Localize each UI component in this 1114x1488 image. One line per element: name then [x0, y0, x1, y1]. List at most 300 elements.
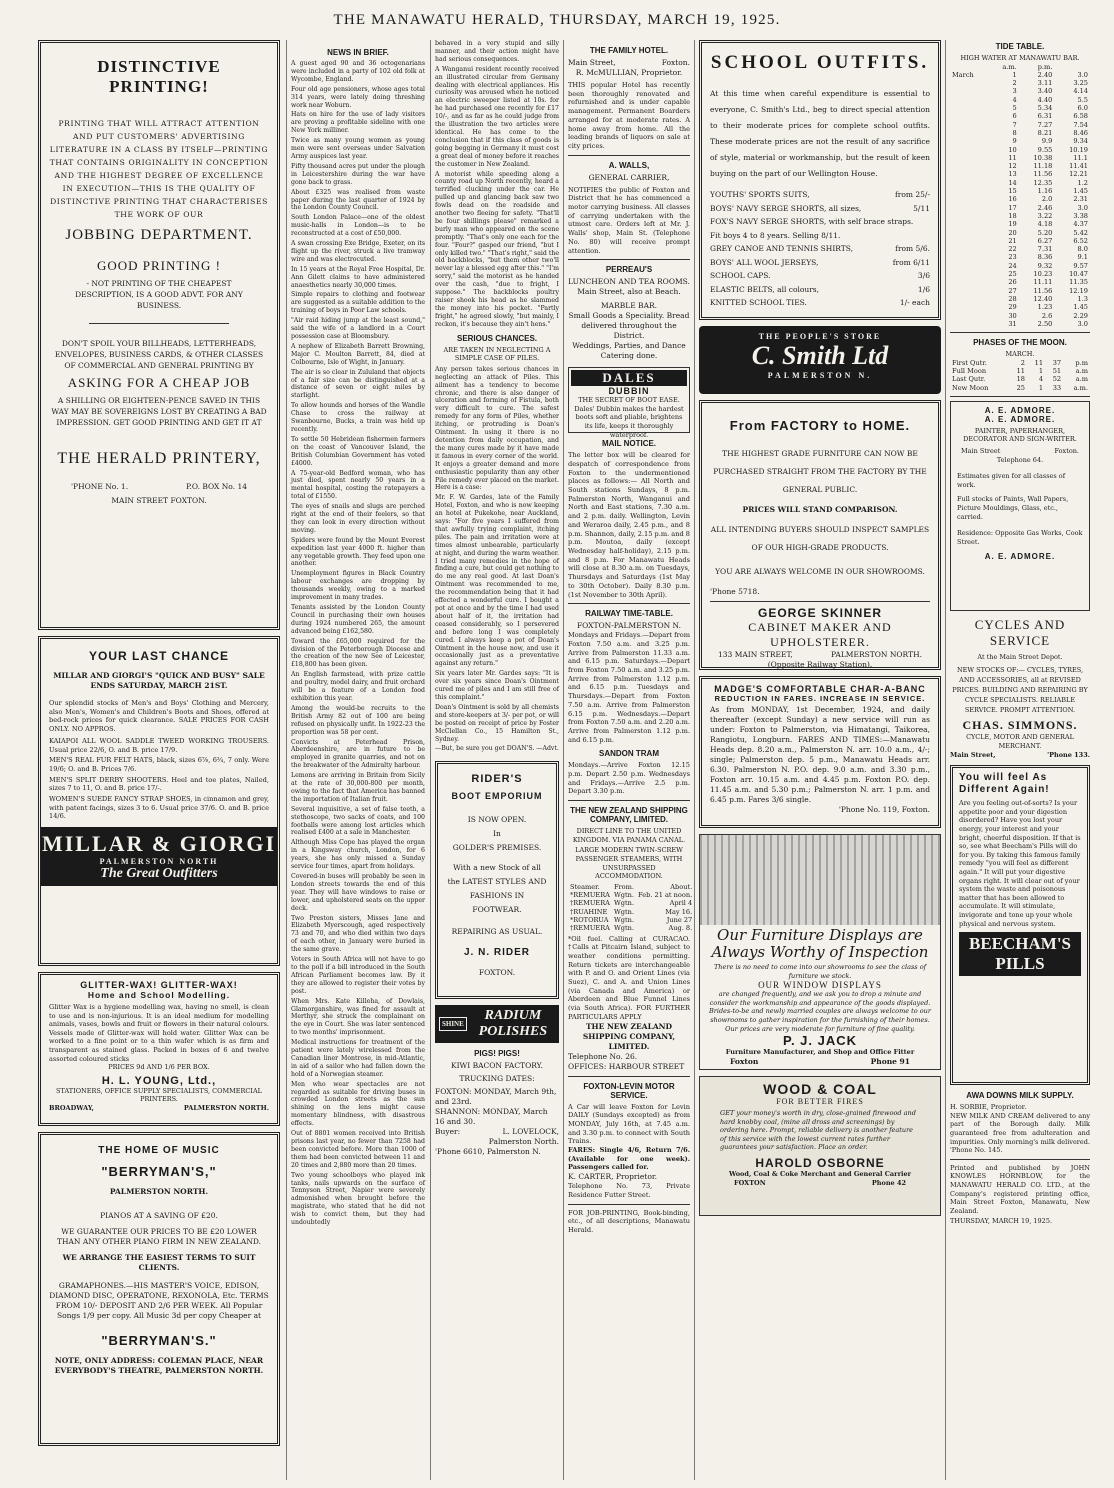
table-cell: 1	[1012, 70, 1017, 79]
job-printing-notice: FOR JOB-PRINTING, Book-binding, etc., of all descriptions, Manawatu Herald.	[568, 1208, 690, 1234]
table-cell: a.m.	[1073, 383, 1088, 392]
table-cell: 27	[1008, 286, 1017, 295]
table-row	[950, 71, 1090, 79]
table-row	[950, 96, 1090, 104]
table-cell: 1.45	[1073, 187, 1088, 196]
sale-item: MEN'S SPLIT DERBY SHOOTERS. Heel and toe plates, Nailed, sizes 7 to 11, O. and B. price 17/-.	[49, 775, 269, 793]
table-cell	[950, 204, 990, 212]
street-text: 133 MAIN STREET,	[718, 650, 793, 659]
ad-subtitle: Home and School Modelling.	[87, 990, 231, 1000]
section-heading: TIDE TABLE.	[995, 42, 1045, 51]
section-subheading: HIGH WATER AT MANAWATU BAR.	[960, 54, 1080, 62]
hotel-body: THIS popular Hotel has recently been thoroughly renovated and refurnished and is under capable management. Permanent Boarders arranged for at moderate rates. A home away from home. All the leading brands of liquors on sale at city prices.	[568, 81, 690, 150]
ad-note: (Opposite Railway Station).	[767, 660, 873, 669]
town-text: Foxton	[730, 1056, 759, 1066]
table-row	[950, 303, 1090, 311]
table-cell: 7.31	[1037, 245, 1053, 254]
ad-title: THE HOME OF MUSIC	[98, 1145, 220, 1156]
news-item: Although Miss Cope has played the organ in a Kingsway church, London, for 6 years, she has only missed a Sunday service four times, apart from holidays.	[291, 839, 425, 871]
table-cell: June 27	[666, 915, 693, 924]
table-cell	[950, 129, 990, 137]
ad-text: ALL INTENDING BUYERS SHOULD INSPECT SAMPLES OF OUR HIGH-GRADE PRODUCTS.	[710, 525, 930, 552]
news-item: Four old age pensioners, whose ages total 314 years, were lately doing threshing work near Woburn.	[291, 85, 425, 109]
table-cell: 3.0	[1077, 70, 1088, 79]
section-subheading: MARCH.	[1005, 350, 1035, 359]
ad-body: A Car will leave Foxton for Levin DAILY (Sundays excepted) as from MONDAY, July 16th, at 7.45 a.m. and 3.30 p.m. to connect with South Trains.	[568, 1102, 690, 1146]
radium-polishes-ad	[435, 1005, 559, 1043]
ad-title: CYCLES AND SERVICE	[974, 616, 1066, 648]
ad-trade: Furniture Manufacturer, and Shop and Office Fitter	[725, 1048, 915, 1057]
section-heading: RAILWAY TIME-TABLE.	[585, 609, 673, 619]
ad-title: WOOD & COAL	[763, 1081, 877, 1097]
table-row	[950, 179, 1090, 187]
ad-text: Estimates given for all classes of work.	[957, 472, 1066, 489]
table-cell	[950, 270, 990, 278]
last-chance-ad	[38, 636, 280, 966]
ad-title: GLITTER-WAX! GLITTER-WAX!	[80, 980, 238, 990]
table-cell: March	[952, 70, 974, 79]
item-price: 1/6	[917, 284, 930, 294]
news-item: Several inquisitive, a set of false teeth, a stethoscope, two sacks of coats, and 100 footballs were among lost articles which realised £400 at a sale in Manchester.	[291, 805, 425, 837]
column-3	[435, 40, 559, 1480]
table-cell: 9.1	[1077, 253, 1088, 262]
item-name: ELASTIC BELTS, all colours,	[710, 284, 820, 294]
radium-logo: RADIUM POLISHES	[478, 1008, 548, 1040]
table-cell: 12.35	[1033, 178, 1053, 187]
table-row	[950, 112, 1090, 120]
ad-body: THE HIGHEST GRADE FURNITURE CAN NOW BE PURCHASED STRAIGHT FROM THE FACTORY BY THE GENERAL PUBLIC.	[713, 449, 927, 494]
price-line	[710, 242, 930, 256]
table-row	[950, 195, 1090, 203]
news-item: Among the would-be recruits to the British Army 82 out of 100 are being refused on physically unfit. In 1922-23 the proportion was 58 per cent.	[291, 704, 425, 736]
table-cell	[950, 220, 990, 228]
ad-text: GRAMAPHONES.—HIS MASTER'S VOICE, EDISON, DIAMOND DISC, OPERATONE, REXONOLA, Etc. TERMS FROM 10/- DEPOSIT AND 2/6 PER WEEK. All Popular Songs 1/9 per copy. All Music 3d per copy Cheaper at	[49, 1281, 269, 1320]
beechams-ad	[950, 765, 1090, 1085]
ad-title: THE NEW ZEALAND SHIPPING COMPANY, LIMITED.	[570, 806, 688, 825]
table-cell: 9	[1012, 137, 1017, 146]
ad-text: DON'T SPOIL YOUR BILLHEADS, LETTERHEADS, ENVELOPES, BUSINESS CARDS, & OTHER CLASSES OF COMMERCIAL AND GENERAL PRINTING BY	[54, 339, 264, 370]
item-price: from 6/11	[892, 257, 930, 267]
news-item: Spiders were found by the Mount Everest expedition last year 4000 ft. higher than any vegetable growth. They feed upon one another.	[291, 536, 425, 568]
ad-subtitle: BOOT EMPORIUM	[451, 791, 543, 802]
ad-text: PRICES WILL STAND COMPARISON.	[742, 505, 898, 514]
table-cell	[950, 312, 990, 320]
ad-phone: 'Phone 5718.	[710, 587, 760, 596]
table-cell	[950, 104, 990, 112]
news-item: A motorist while speeding along a county road up North recently, heard a terrified clucking under the car. He pulled up and glancing back saw two fowls dead on the roadside and another two fleeing for safety. "That'll be four shillings please" remarked a burly man who appeared on the scene promptly. "That's only one each for the four. "Four?" gasped our friend, "but I only killed two." "That's right," said the old backblocks, "but them other two'll never lay a blessed egg after this." "I'm sorry," said the motorist as he handed over the cash, "due to fright, I suppose." The backblocks poultry raiser shook his head as he slammed the money into his pocket. "Partly fright," he agreed slowly, "but mainly, I reckon, it's because they ain't hens."	[435, 170, 559, 328]
ad-subtitle: LARGE MODERN TWIN-SCREW PASSENGER STEAMERS, WITH UNSURPASSED ACCOMMODATION.	[575, 846, 683, 881]
table-cell: 8	[1012, 128, 1017, 137]
column-rule	[945, 40, 946, 1480]
divider	[710, 601, 930, 602]
table-cell: 1	[1038, 383, 1044, 392]
ad-body: NEW MILK AND CREAM delivered to any part of the Borough daily. Milk guaranteed free from adulteration and impurities. Only morning's milk delivered. 'Phone No. 145.	[950, 1111, 1090, 1155]
column-header: a.m.	[1002, 62, 1017, 71]
table-cell: 25	[1008, 270, 1017, 279]
ad-title: AWA DOWNS MILK SUPPLY.	[966, 1091, 1074, 1101]
dales-logo: DALES	[571, 370, 687, 386]
dales-dubbin-ad	[568, 367, 690, 439]
table-cell: 2.40	[1037, 70, 1053, 79]
mail-body: The letter box will be cleared for despatch of correspondence from Foxton to the undermentioned places as follows:— All North and South stations Sundays, 8 p.m. Palmerston North, Wanganui and North and East stations, 7.30 a.m. and 2 p.m. daily. Wellington, Levin and Weraroa daily, 2.45 p.m., and 8 p.m. Shannon, daily, 2.15 p.m. and 8 p.m. Moutoa, daily (except Wednesday half-holiday), 2.15 p.m. and 8 p.m. For Manawatu Heads will close at 8.30 a.m. on Tuesdays, Thursdays and Saturdays (1st May to 30th October). Daily 8.30 p.m. (1st November to 30th April).	[568, 451, 690, 599]
table-cell: 3.25	[1073, 79, 1088, 88]
phone-text: Phone 42	[871, 1178, 906, 1187]
column-rule	[430, 40, 431, 1480]
table-cell: 1.2	[1077, 178, 1088, 187]
glitter-wax-ad	[38, 972, 280, 1126]
ad-firm: A. E. ADMORE.	[984, 414, 1056, 424]
news-item: Hats on hire for the use of lady visitors are proving a profitable sideline with one New York milliner.	[291, 111, 425, 135]
phone-text: Phone 91	[870, 1056, 910, 1066]
ad-trade: CABINET MAKER AND UPHOLSTERER.	[748, 620, 892, 649]
ad-title: A. WALLS,	[608, 160, 650, 170]
table-cell: 5.20	[1037, 228, 1053, 237]
ad-text: Residence: Opposite Gas Works, Cook Street.	[957, 529, 1083, 546]
logo-place: PALMERSTON N.	[767, 371, 873, 380]
article-para: Six years later Mr. Gardes says: "It is over six years since Doan's Ointment cured me of piles and I am still free of this complaint."	[435, 670, 559, 701]
table-cell	[950, 170, 990, 178]
ad-body: Our splendid stocks of Men's and Boys' Clothing and Mercery, also Men's, Women's and Children's Boots and Shoes, offered at bed-rock prices for quick clearance. SALE PRICES FOR CASH ONLY. NO APPROS.	[49, 699, 269, 734]
ad-owner: J. N. RIDER	[463, 947, 530, 959]
table-cell	[950, 154, 990, 162]
section-subheading: FOXTON-PALMERSTON N.	[576, 621, 682, 631]
imprint: Printed and published by JOHN KNOWLES HORNBLOW, for the MANAWATU HERALD CO. LTD., at the Company's registered printing office, Main Street Foxton, Manawatu, New Zealand.	[950, 1163, 1090, 1215]
column-6	[950, 40, 1090, 1480]
table-cell: 9.57	[1073, 261, 1088, 270]
ad-text: MARBLE BAR.	[600, 301, 658, 311]
table-cell: 30	[1008, 311, 1017, 320]
table-cell: 2.46	[1037, 203, 1053, 212]
cycles-ad	[950, 617, 1090, 759]
table-cell: †RUAHINE	[570, 907, 608, 916]
ad-heading: ASKING FOR A CHEAP JOB	[67, 375, 251, 390]
ad-title: PERREAU'S	[605, 265, 653, 275]
ad-subtitle: At the Main Street Depot.	[977, 652, 1063, 661]
item-name: BOYS' ALL WOOL JERSEYS,	[710, 257, 819, 267]
table-cell: *ROTORUA	[570, 915, 609, 924]
ad-subtitle: GENERAL CARRIER,	[588, 172, 670, 182]
table-cell: †REMUERA	[570, 899, 610, 908]
item-price: 3/6	[917, 271, 930, 280]
table-cell: 6.0	[1077, 104, 1088, 113]
news-item: South London Palace—one of the oldest music-halls in London—is to be reconstructed at a cost of £50,000.	[291, 214, 425, 238]
table-cell: 6.31	[1037, 112, 1053, 121]
ad-text: Small Goods a Speciality. Bread delivered throughout the District.	[568, 311, 690, 341]
table-cell: 9.9	[1041, 137, 1053, 146]
ad-heading: "BERRYMAN'S."	[101, 1333, 217, 1348]
news-item: Men who wear spectacles are not regarded as suitable for driving buses in crowded London streets as the sun shining on the lens might cause momentary blindness, with disastrous effects.	[291, 1080, 425, 1128]
logo-tagline: The Great Outfitters	[100, 866, 218, 882]
ad-subtitle: FOR BETTER FIRES	[776, 1097, 864, 1106]
table-row	[950, 146, 1090, 154]
table-cell	[950, 303, 990, 311]
table-cell	[950, 137, 990, 145]
news-item: Covered-in buses will probably be seen in London streets towards the end of this year. They will have windows to raise or lower, and upholstered seats on the upper deck.	[291, 873, 425, 912]
item-name: FOX'S NAVY SERGE SHORTS, with self brace straps.	[710, 217, 914, 226]
ship-telephone: Telephone No. 26.	[568, 1051, 638, 1061]
divider	[568, 1076, 690, 1077]
ad-text: LUNCHEON AND TEA ROOMS.	[568, 277, 690, 287]
po-box-text: P.O. BOX No. 14	[185, 482, 247, 491]
buyer-name: L. LOVELOCK,	[502, 1127, 559, 1137]
sale-items	[49, 737, 269, 821]
town-text: PALMERSTON NORTH.	[831, 650, 922, 659]
divider	[568, 800, 690, 801]
table-cell: *REMUERA	[570, 891, 610, 900]
phone-text: 'Phone 133.	[1047, 750, 1090, 759]
ad-text: In	[493, 829, 501, 839]
ad-firm: GEORGE SKINNER	[757, 606, 882, 620]
table-row	[950, 262, 1090, 270]
table-cell: 11.41	[1069, 162, 1088, 171]
item-price: 1/- each	[899, 298, 930, 307]
table-cell: 3	[1012, 87, 1017, 96]
ad-phone: 'Phone No. 119, Foxton.	[838, 805, 930, 814]
column-header: From.	[613, 882, 634, 891]
news-item: The eyes of snails and slugs are perched right at the end of their feelers, so that they can look in every direction without moving.	[291, 503, 425, 534]
news-item: The air is so clear in Zululand that objects of a fair size can be distinguished at a distance of seven or eight miles by starlight.	[291, 368, 425, 400]
table-cell: 1.16	[1037, 187, 1053, 196]
ad-contact	[710, 1179, 930, 1188]
ad-trade: PAINTER, PAPERHANGER, DECORATOR AND SIGN-WRITER.	[963, 426, 1077, 444]
table-cell	[950, 245, 990, 253]
news-item: In 15 years at the Royal Free Hospital, Dr. Ann Gilett claims to have administered anaesthetics nearly 30,000 times.	[291, 265, 425, 289]
table-row	[950, 367, 1090, 375]
logo-top: THE PEOPLE'S STORE	[758, 332, 882, 341]
table-cell: 8.46	[1073, 128, 1088, 137]
column-header: About.	[670, 882, 693, 891]
ad-title: YOUR LAST CHANCE	[88, 649, 229, 663]
table-cell: Wgtn.	[613, 899, 634, 908]
firm-name: H. L. YOUNG, Ltd.,	[101, 1074, 217, 1087]
table-cell: 7	[1012, 120, 1017, 129]
news-item: Lemons are arriving in Britain from Sicily at the rate of 30,000-800 per month, owing to the fact that America has banned the importation of Italian fruit.	[291, 772, 425, 803]
town-text: FOXTON	[734, 1178, 766, 1187]
ad-body: NOTIFIES the public of Foxton and District that he has commenced a motor carrying business. All classes of carrying undertaken with the utmost care. Orders left at Mr. J. Walls' shop, Main St. (Telephone No. 80) will receive prompt attention.	[568, 185, 690, 255]
ad-address	[710, 650, 930, 660]
ad-prices: PRICES 9d AND 1/6 PER BOX.	[108, 1063, 210, 1072]
column-1	[38, 40, 280, 1480]
table-cell	[950, 212, 990, 220]
table-cell	[950, 187, 990, 195]
ad-subtitle: KIWI BACON FACTORY.	[450, 1061, 544, 1071]
table-row	[568, 916, 694, 924]
ad-trade: CYCLE, MOTOR AND GENERAL MERCHANT.	[966, 733, 1074, 751]
table-cell: 51	[1052, 366, 1062, 375]
news-item: Toward the £65,000 required for the division of the Peterborough Diocese and the creation of the new See of Leicester, £18,800 has been given.	[291, 637, 425, 669]
table-cell: 18	[1016, 375, 1025, 384]
table-cell: 7.54	[1073, 120, 1088, 129]
masthead-title: THE MANAWATU HERALD, THURSDAY, MARCH 19, 1925.	[333, 12, 781, 28]
ad-heading: "BERRYMAN'S,"	[101, 1164, 217, 1179]
section-heading: MAIL NOTICE.	[601, 439, 657, 449]
ad-text: GOLDER'S PREMISES.	[452, 843, 542, 853]
column-header: p.m.	[1037, 62, 1053, 71]
table-row	[950, 129, 1090, 137]
ad-subtitle: JOBBING DEPARTMENT.	[65, 227, 253, 243]
table-cell: 24	[1008, 261, 1017, 270]
furniture-illustration	[700, 835, 940, 925]
table-row	[950, 253, 1090, 261]
ad-text: PIANOS AT A SAVING OF £20.	[100, 1211, 218, 1220]
ad-body: PRINTING THAT WILL ATTRACT ATTENTION AND PUT CUSTOMERS' ADVERTISING LITERATURE IN A CLASS BY ITSELF—PRINTING THAT CONTAINS ORIGINALITY IN CONCEPTION AND THE HIGHEST DEGREE OF EXCELLENCE IN EXECUTION—THIS IS THE QUALITY OF DISTINCTIVE PRINTING THAT CHARACTERISES THE WORK OF OUR	[49, 119, 269, 219]
ad-subtitle: ENDS SATURDAY, MARCH 21ST.	[90, 681, 228, 690]
school-outfits-ad	[699, 40, 941, 320]
ad-body: Are you feeling out-of-sorts? Is your appetite poor and your digestion disordered? Have you lost your energy, your interest and your bright, cheerful disposition. If that is so, see what Beecham's Pills will do for you. By taking this famous family remedy "you will feel as different again." It will put your digestive organs right. It will clear out of your system the waste and poisonous matter that has been allowed to accumulate. It will stimulate, invigorate and tone up your whole physical and nervous system.	[959, 799, 1081, 928]
table-cell	[950, 229, 990, 237]
ad-text: YOU ARE ALWAYS WELCOME IN OUR SHOWROOMS.	[715, 567, 925, 576]
column-rule	[286, 40, 287, 1480]
table-row	[950, 220, 1090, 228]
ad-fares: FARES: Single 4/6, Return 7/6. (Available for one week). Passengers called for.	[568, 1146, 690, 1172]
table-row	[950, 87, 1090, 95]
berrymans-ad	[38, 1132, 280, 1446]
news-item: Voters in South Africa will not have to go to the poll if a bill introduced in the South African Parliament becomes law. By it they are allowed to register their votes by post.	[291, 956, 425, 995]
p-j-jack-ad	[699, 834, 941, 1070]
ad-address	[957, 447, 1083, 456]
section-heading: SERIOUS CHANCES.	[456, 333, 537, 343]
table-cell: 10.23	[1033, 270, 1053, 279]
pigs-ad	[435, 1049, 559, 1157]
news-item: Convicts at Peterhead Prison, Aberdeenshire, are in future to be employed in granite quarries, and not on the breakwater of the Admiralty harbour.	[291, 738, 425, 770]
table-cell: 20	[1008, 228, 1017, 237]
ad-text: TRUCKING DATES:	[459, 1074, 535, 1084]
table-cell: 10.47	[1069, 270, 1088, 279]
town-text: Foxton.	[661, 58, 690, 67]
table-cell: 12	[1008, 162, 1017, 171]
ad-title: THE FAMILY HOTEL.	[589, 46, 669, 55]
ship-table	[568, 883, 694, 933]
firm-address	[49, 1104, 269, 1113]
table-row	[950, 237, 1090, 245]
section-heading: PHASES OF THE MOON.	[973, 338, 1067, 348]
table-cell: 3.22	[1037, 211, 1053, 220]
ship-note: *Oil fuel. Calling at CURACAO. †Calls at Pitcairn Island, subject to weather conditions permitting. Return tickets are interchangeable with P. and O. and Orient Lines (via Suez), C. and A. and Union Lines (via Canada and America) or Aberdeen and Blue Funnel Lines (via South Africa). FOR FURTHER PARTICULARS APPLY	[568, 934, 690, 1021]
ad-subtitle: MILLAR AND GIORGI'S "QUICK AND BUSY" SALE	[53, 671, 265, 680]
item-price: from 25/-	[895, 190, 930, 199]
table-cell: 11.18	[1033, 162, 1053, 171]
table-cell: 11	[1016, 366, 1025, 375]
table-cell: Last Qutr.	[952, 375, 986, 384]
table-row	[568, 924, 694, 932]
ad-phone: Telephone 64.	[996, 455, 1044, 464]
column-header: Steamer.	[570, 882, 600, 891]
divider	[950, 332, 1090, 333]
table-cell: 10.19	[1069, 145, 1088, 154]
news-in-brief	[291, 60, 425, 1227]
table-cell: First Qutr.	[952, 358, 987, 367]
ad-firm: A. E. ADMORE.	[984, 405, 1056, 415]
buyer-label: Buyer:	[435, 1127, 461, 1137]
table-cell	[950, 262, 990, 270]
table-cell: 26	[1008, 278, 1017, 287]
rail-body: Mondays and Fridays.—Depart from Foxton 7.50 a.m. and 3.25 p.m. Arrive from Palmerston 11.33 a.m. and 6.15 p.m. Saturdays.—Depart from Foxton 7.50 a.m. and 3.25 p.m. Arrive from Palmerston 1.12 p.m. and 6.15 p.m. Tuesdays and Thursdays.—Depart from Foxton 7.50 a.m. Arrive from Palmerston 6.15 p.m. Wednesdays.—Depart from Foxton 7.50 a.m. and 2.20 a.m. Arrive from Palmerston 1.12 p.m. and 6.15 p.m.	[568, 631, 690, 744]
wood-coal-ad	[699, 1076, 941, 1216]
column-rule	[563, 40, 564, 1480]
table-cell	[950, 287, 990, 295]
town-text: PALMERSTON NORTH.	[183, 1103, 269, 1112]
ad-text: REPAIRING AS USUAL.	[451, 927, 543, 937]
ad-body: Glitter Wax is a hygiene modelling wax, having no smell, is clean to use and is non-injurious. It is an ideal medium for modelling animals, vases, bowls and fruit or flowers in their natural colours. Vessels made of Glitter-wax will hold water. Glitter Wax can be worked to a fine point or to a thin wafer which is as firm and transparent as stained glass. Packed in boxes of 6 and twelve assorted coloured sticks	[49, 1003, 269, 1063]
price-line	[710, 269, 930, 283]
table-cell: 11.1	[1073, 153, 1088, 162]
table-row	[950, 320, 1090, 328]
table-cell: 6.58	[1073, 112, 1088, 121]
table-cell	[950, 112, 990, 120]
news-item: Unemployment figures in Black Country labour exchanges are dropping by thousands weekly, owing to a marked improvement in many trades.	[291, 570, 425, 602]
table-row	[950, 359, 1090, 367]
divider	[568, 1204, 690, 1205]
ad-heading: THE HERALD PRINTERY,	[57, 450, 261, 467]
table-cell: a.m	[1075, 375, 1088, 384]
ad-proprietor: K. CARTER, Proprietor.	[568, 1172, 657, 1182]
price-line	[710, 202, 930, 216]
ad-text: SHANNON: MONDAY, March 16 and 30.	[435, 1107, 548, 1127]
table-row	[950, 104, 1090, 112]
sale-item: WOMEN'S SUEDE FANCY STRAP SHOES, in cinnamon and grey, with patent facings, sizes 3 to 6. Usual price 37/6. O. and B. price 14/6.	[49, 795, 269, 821]
table-cell: New Moon	[952, 383, 989, 392]
table-cell: Aug. 8.	[668, 924, 693, 933]
table-cell: 19	[1008, 220, 1017, 229]
news-item: "Air raid hiding jump at the least sound," said the wife of a landlord in a Court possession case at Bloomsbury.	[291, 317, 425, 340]
divider	[950, 1159, 1090, 1160]
news-item: A nephew of Elizabeth Barrett Browning, Major C. Moulton Barrett, 84, died at Colbourne, Isle of Wight, in January.	[291, 342, 425, 366]
news-item: About £325 was realised from waste paper during the last quarter of 1924 by the London County Council.	[291, 188, 425, 212]
table-cell: 5.34	[1037, 104, 1053, 113]
table-cell: 8.36	[1037, 253, 1053, 262]
divider	[568, 155, 690, 156]
table-cell: 21	[1008, 236, 1017, 245]
table-cell: 11.56	[1033, 170, 1053, 179]
street-text: Main Street,	[950, 750, 996, 759]
dales-sub: DUBBIN	[608, 386, 650, 397]
table-row	[950, 278, 1090, 286]
divider	[568, 603, 690, 604]
ad-subtitle: DIRECT LINE TO THE UNITED KINGDOM. VIA PANAMA CANAL.	[572, 827, 686, 844]
table-cell	[950, 278, 990, 286]
dales-body: THE SECRET OF BOOT EASE. Dales' Dubbin makes the hardest boots soft and pliable, brightens its life, keeps it thoroughly waterproof.	[574, 396, 684, 439]
ad-subtitle: REDUCTION IN FARES. INCREASE IN SERVICE.	[714, 694, 926, 703]
beechams-logo: BEECHAM'S PILLS	[959, 932, 1081, 976]
price-line	[710, 215, 930, 229]
table-cell: 4	[1038, 375, 1044, 384]
column-2	[291, 40, 425, 1480]
table-cell: 2.29	[1073, 311, 1088, 320]
news-item: Two young schoolboys who played ink tanks, nails upwards on the surface of Tennyson Street, Napier were severely admonished when brought before the magistrate, who stated that he did not wish to convict them, but they had undoubtedly	[291, 1171, 425, 1227]
table-cell: 5	[1012, 104, 1017, 113]
table-cell: 2.50	[1037, 319, 1053, 328]
news-item: Tenants assisted by the London County Council in purchasing their own houses during 1924 numbered 265, the amount advanced being £162,580.	[291, 604, 425, 635]
logo-name: C. Smith Ltd	[751, 341, 889, 370]
ad-body: As from MONDAY, 1st December, 1924, and daily thereafter (except Sunday) a new service will run as under: Foxton to Palmerston, via Himatangi, Taikorea, Rangiotu, Longburn. FARES AND TIMES:—Manawatu Heads dep. 8.20 a.m., Palmerston N. arr. 10.0 a.m., 4/-; single; Palmerston dep. 5 p.m., Manawatu Heads arr. 6.30. Palmerston N. P.O. dep. 9.0 a.m. and 3.30 p.m., Foxton arr. 10.15 a.m. and 4.45 p.m. Foxton P.O. dep. 11.45 a.m. and 5.30 p.m.; Palmerston N. arr. 1 p.m. and 6.45 p.m. Fares 3/6 single.	[710, 705, 930, 804]
ad-title: DISTINCTIVE PRINTING!	[97, 57, 221, 96]
table-row	[950, 137, 1090, 145]
table-row	[950, 375, 1090, 383]
news-item: Twice as many young women as young men were sent overseas under Salvation Army auspices last year.	[291, 137, 425, 160]
factory-ad	[699, 400, 941, 670]
table-cell: 9.34	[1073, 137, 1088, 146]
ad-firm: CHAS. SIMMONS.	[962, 718, 1078, 733]
table-cell: 10.38	[1033, 153, 1053, 162]
ad-title: RIDER'S	[471, 773, 523, 786]
item-name: SCHOOL CAPS.	[710, 271, 771, 280]
school-items	[710, 188, 930, 310]
table-cell: 11.11	[1033, 278, 1053, 287]
table-cell: 52	[1052, 375, 1062, 384]
table-cell: 11.56	[1033, 286, 1053, 295]
ad-contact	[700, 1057, 940, 1067]
news-item: To settle 50 Hebridean fishermen farmers on the coast of Vancouver Island, the British Columbian Government has voted £4000.	[291, 435, 425, 467]
